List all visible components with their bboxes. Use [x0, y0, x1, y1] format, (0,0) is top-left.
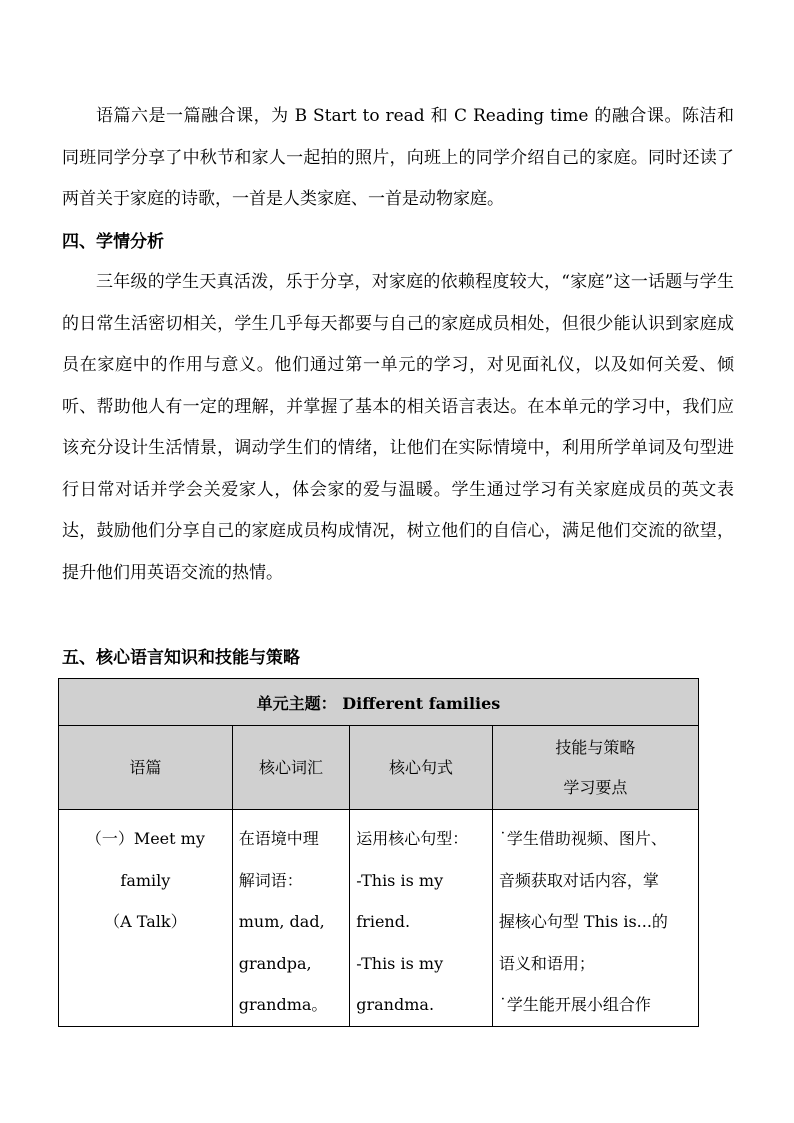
cell-vocab-line: mum, dad, — [238, 912, 325, 931]
section-heading-core-knowledge: 五、核心语言知识和技能与策略 — [62, 648, 300, 668]
cell-sentence-line: 运用核心句型： — [356, 829, 469, 848]
cell-vocab-line: 解词语： — [238, 870, 303, 890]
cell-skills — [492, 810, 698, 1027]
table-theme-row — [59, 679, 699, 726]
cell-skills-line: 握核心句型 This is...的 — [498, 912, 668, 931]
header-vocab: 核心词汇 — [232, 726, 350, 810]
cell-text-line: （A Talk） — [104, 912, 187, 931]
header-text: 语篇 — [59, 726, 233, 810]
cell-sentence-line: -This is my — [356, 870, 444, 890]
cell-skills-line: ˙学生借助视频、图片、 — [498, 829, 667, 848]
header-sentences: 核心句式 — [350, 726, 493, 810]
cell-skills-line: ˙学生能开展小组合作 — [498, 995, 651, 1014]
paragraph-student-analysis: 三年级的学生天真活泼，乐于分享，对家庭的依赖程度较大，“家庭”这一话题与学生的日常生活密切相关，学生几乎每天都要与自己的家庭成员相处，但很少能认识到家庭成员在家庭中的作用与意义。他们通过第一单元的学习，对见面礼仪，以及如何关爱、倾听、帮助他人有一定的理解，并掌握了基本的相关语言表达。在本单元的学习中，我们应该充分设计生活情景，调动学生们的情绪，让他们在实际情境中，利用所学单词及句型进行日常对话并学会关爱家人，体会家的爱与温暖。学生通过学习有关家庭成员的英文表达，鼓励他们分享自己的家庭成员构成情况，树立他们的自信心，满足他们交流的欲望，提升他们用英语交流的热情。 — [62, 272, 734, 583]
cell-sentence-line: -This is my — [356, 953, 444, 973]
core-knowledge-table — [58, 678, 699, 1027]
cell-sentence-line: grandma. — [356, 995, 435, 1014]
cell-skills-line: 语义和语用； — [498, 953, 595, 973]
cell-sentence-line: friend. — [356, 912, 411, 931]
unit-theme-cell: 单元主题： Different families — [59, 679, 699, 726]
paragraph-text-section6: 语篇六是一篇融合课，为 B Start to read 和 C Reading time 的融合课。陈洁和同班同学分享了中秋节和家人一起拍的照片，向班上的同学介绍自己的家庭。同时还读了两首关于家庭的诗歌，一首是人类家庭、一首是动物家庭。 — [62, 106, 734, 209]
cell-text — [59, 810, 233, 1027]
cell-text-line: family — [120, 870, 171, 890]
cell-vocab — [232, 810, 350, 1027]
header-skills — [492, 726, 698, 810]
cell-sentences — [350, 810, 493, 1027]
cell-vocab-line: 在语境中理 — [238, 829, 319, 848]
cell-vocab-line: grandpa, — [238, 953, 312, 973]
table-row — [59, 810, 699, 1027]
table-header-row — [59, 726, 699, 810]
cell-skills-line: 音频获取对话内容，掌 — [498, 870, 659, 890]
cell-vocab-line: grandma。 — [238, 995, 328, 1014]
cell-text-line: （一）Meet my — [85, 829, 205, 848]
section-heading-student-analysis: 四、学情分析 — [62, 232, 164, 252]
header-skills-line1: 技能与策略 — [555, 737, 636, 757]
header-skills-line2: 学习要点 — [563, 777, 628, 797]
